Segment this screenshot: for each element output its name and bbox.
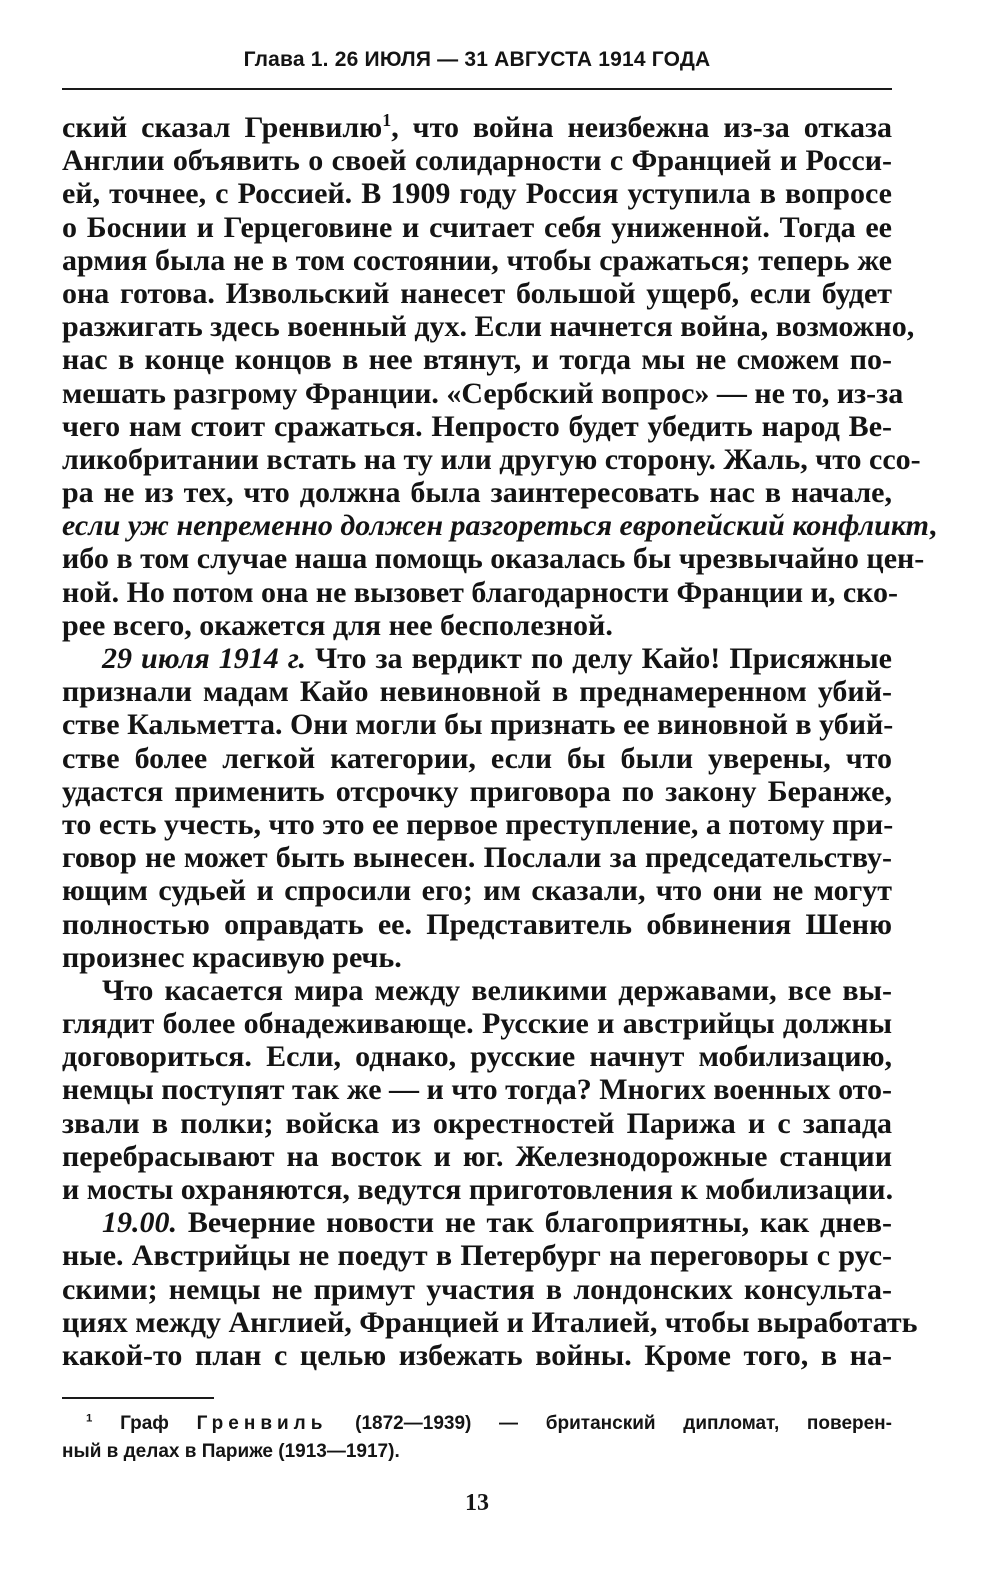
text-line: она готова. Извольский нанесет большой ущерб, если будет [62, 276, 892, 310]
text-line: признали мадам Кайо невиновной в преднамеренном убий- [62, 675, 892, 709]
text-line: армия была не в том состоянии, чтобы сражаться; теперь же [62, 243, 892, 277]
italic-emphasis: если уж непременно должен разгореться европейский конфликт [62, 509, 929, 543]
text-line: о Боснии и Герцеговине и считает себя униженной. Тогда ее [62, 210, 892, 244]
footnote [62, 1410, 892, 1466]
text-line: договориться. Если, однако, русские начнут мобилизацию, [62, 1040, 892, 1074]
text-line: скими; немцы не примут участия в лондонских консульта- [62, 1272, 892, 1306]
text-line: перебрасывают на восток и юг. Железнодорожные станции [62, 1139, 892, 1173]
text-line: то есть учесть, что это ее первое преступление, а потому при- [62, 807, 894, 841]
spaced-name: Гренвиль [196, 1413, 328, 1434]
text-line: какой-то план с целью избежать войны. Кроме того, в на- [62, 1338, 892, 1372]
text-line: произнес красивую речь. [62, 940, 402, 974]
footnote-ref[interactable]: 1 [382, 110, 392, 130]
text-line: ра не из тех, что должна была заинтересовать нас в начале, [62, 476, 892, 510]
entry-time: 19.00. [102, 1206, 177, 1240]
text-line: стве Кальметта. Они могли бы признать ее виновной в убий- [62, 708, 894, 742]
text-line: ющим судьей и спросили его; им сказали, что они не могут [62, 874, 892, 908]
text-line: глядит более обнадеживающе. Русские и австрийцы должны [62, 1007, 892, 1041]
text-line: удастся применить отсрочку приговора по закону Беранже, [62, 774, 892, 808]
text-line: стве более легкой категории, если бы были уверены, что [62, 741, 892, 775]
text-line: говор не может быть вынесен. Послали за председательству- [62, 841, 892, 875]
text-line: Англии объявить о своей солидарности с Францией и Росси- [62, 144, 892, 178]
text-line: немцы поступят так же — и что тогда? Многих военных ото- [62, 1073, 892, 1107]
text-line: ной. Но потом она не вызовет благодарности Франции и, ско- [62, 575, 899, 609]
text-line: ные. Австрийцы не поедут в Петербург на переговоры с рус- [62, 1239, 892, 1273]
footnote-line: $^1$ Граф Гренвиль (1872—1939) — британский дипломат, поверен- [86, 1412, 892, 1434]
entry-date: 29 июля 1914 г. [102, 642, 307, 675]
text-line: циях между Англией, Францией и Италией, чтобы выработать [62, 1305, 918, 1339]
text-line: ей, точнее, с Россией. В 1909 году Россия уступила в вопросе [62, 177, 892, 211]
text-line: ский сказал Гренвилю$^1$, что война неизбежна из-за отказа [62, 110, 892, 144]
footnote-marker: 1 [86, 1412, 93, 1425]
text-line: мешать разгрому Франции. «Сербский вопрос» — не то, из-за [62, 376, 904, 410]
text-line: 19.00. Вечерние новости не так благоприятны, как днев- [102, 1206, 892, 1240]
text-line: рее всего, окажется для нее бесполезной. [62, 608, 613, 642]
text-line: ликобритании встать на ту или другую сторону. Жаль, что ссо- [62, 442, 921, 476]
footnote-rule [62, 1397, 214, 1399]
header-rule [62, 88, 892, 90]
text-line: полностью оправдать ее. Представитель обвинения Шеню [62, 907, 892, 941]
text-line: 29 июля 1914 г. Что за вердикт по делу Кайо! Присяжные [102, 642, 892, 675]
text-line: чего нам стоит сражаться. Непросто будет убедить народ Ве- [62, 409, 892, 443]
text-line: ибо в том случае наша помощь оказалась бы чрезвычайно цен- [62, 542, 925, 576]
text-line: и мосты охраняются, ведутся приготовления к мобилизации. [62, 1173, 894, 1206]
body-text [62, 110, 937, 1372]
text-line: звали в полки; войска из окрестностей Парижа и с запада [62, 1106, 892, 1140]
footnote-line: ный в делах в Париже (1913—1917). [62, 1441, 400, 1462]
text-line: нас в конце концов в нее втянут, и тогда мы не сможем по- [62, 343, 892, 377]
text-line: если уж непременно должен разгореться европейский конфликт, [62, 509, 937, 543]
running-header: Глава 1. 26 ИЮЛЯ — 31 АВГУСТА 1914 ГОДА [243, 48, 711, 71]
page-number: 13 [465, 1490, 489, 1516]
text-line: Что касается мира между великими державами, все вы- [102, 973, 892, 1007]
text-line: разжигать здесь военный дух. Если начнется война, возможно, [62, 310, 915, 344]
